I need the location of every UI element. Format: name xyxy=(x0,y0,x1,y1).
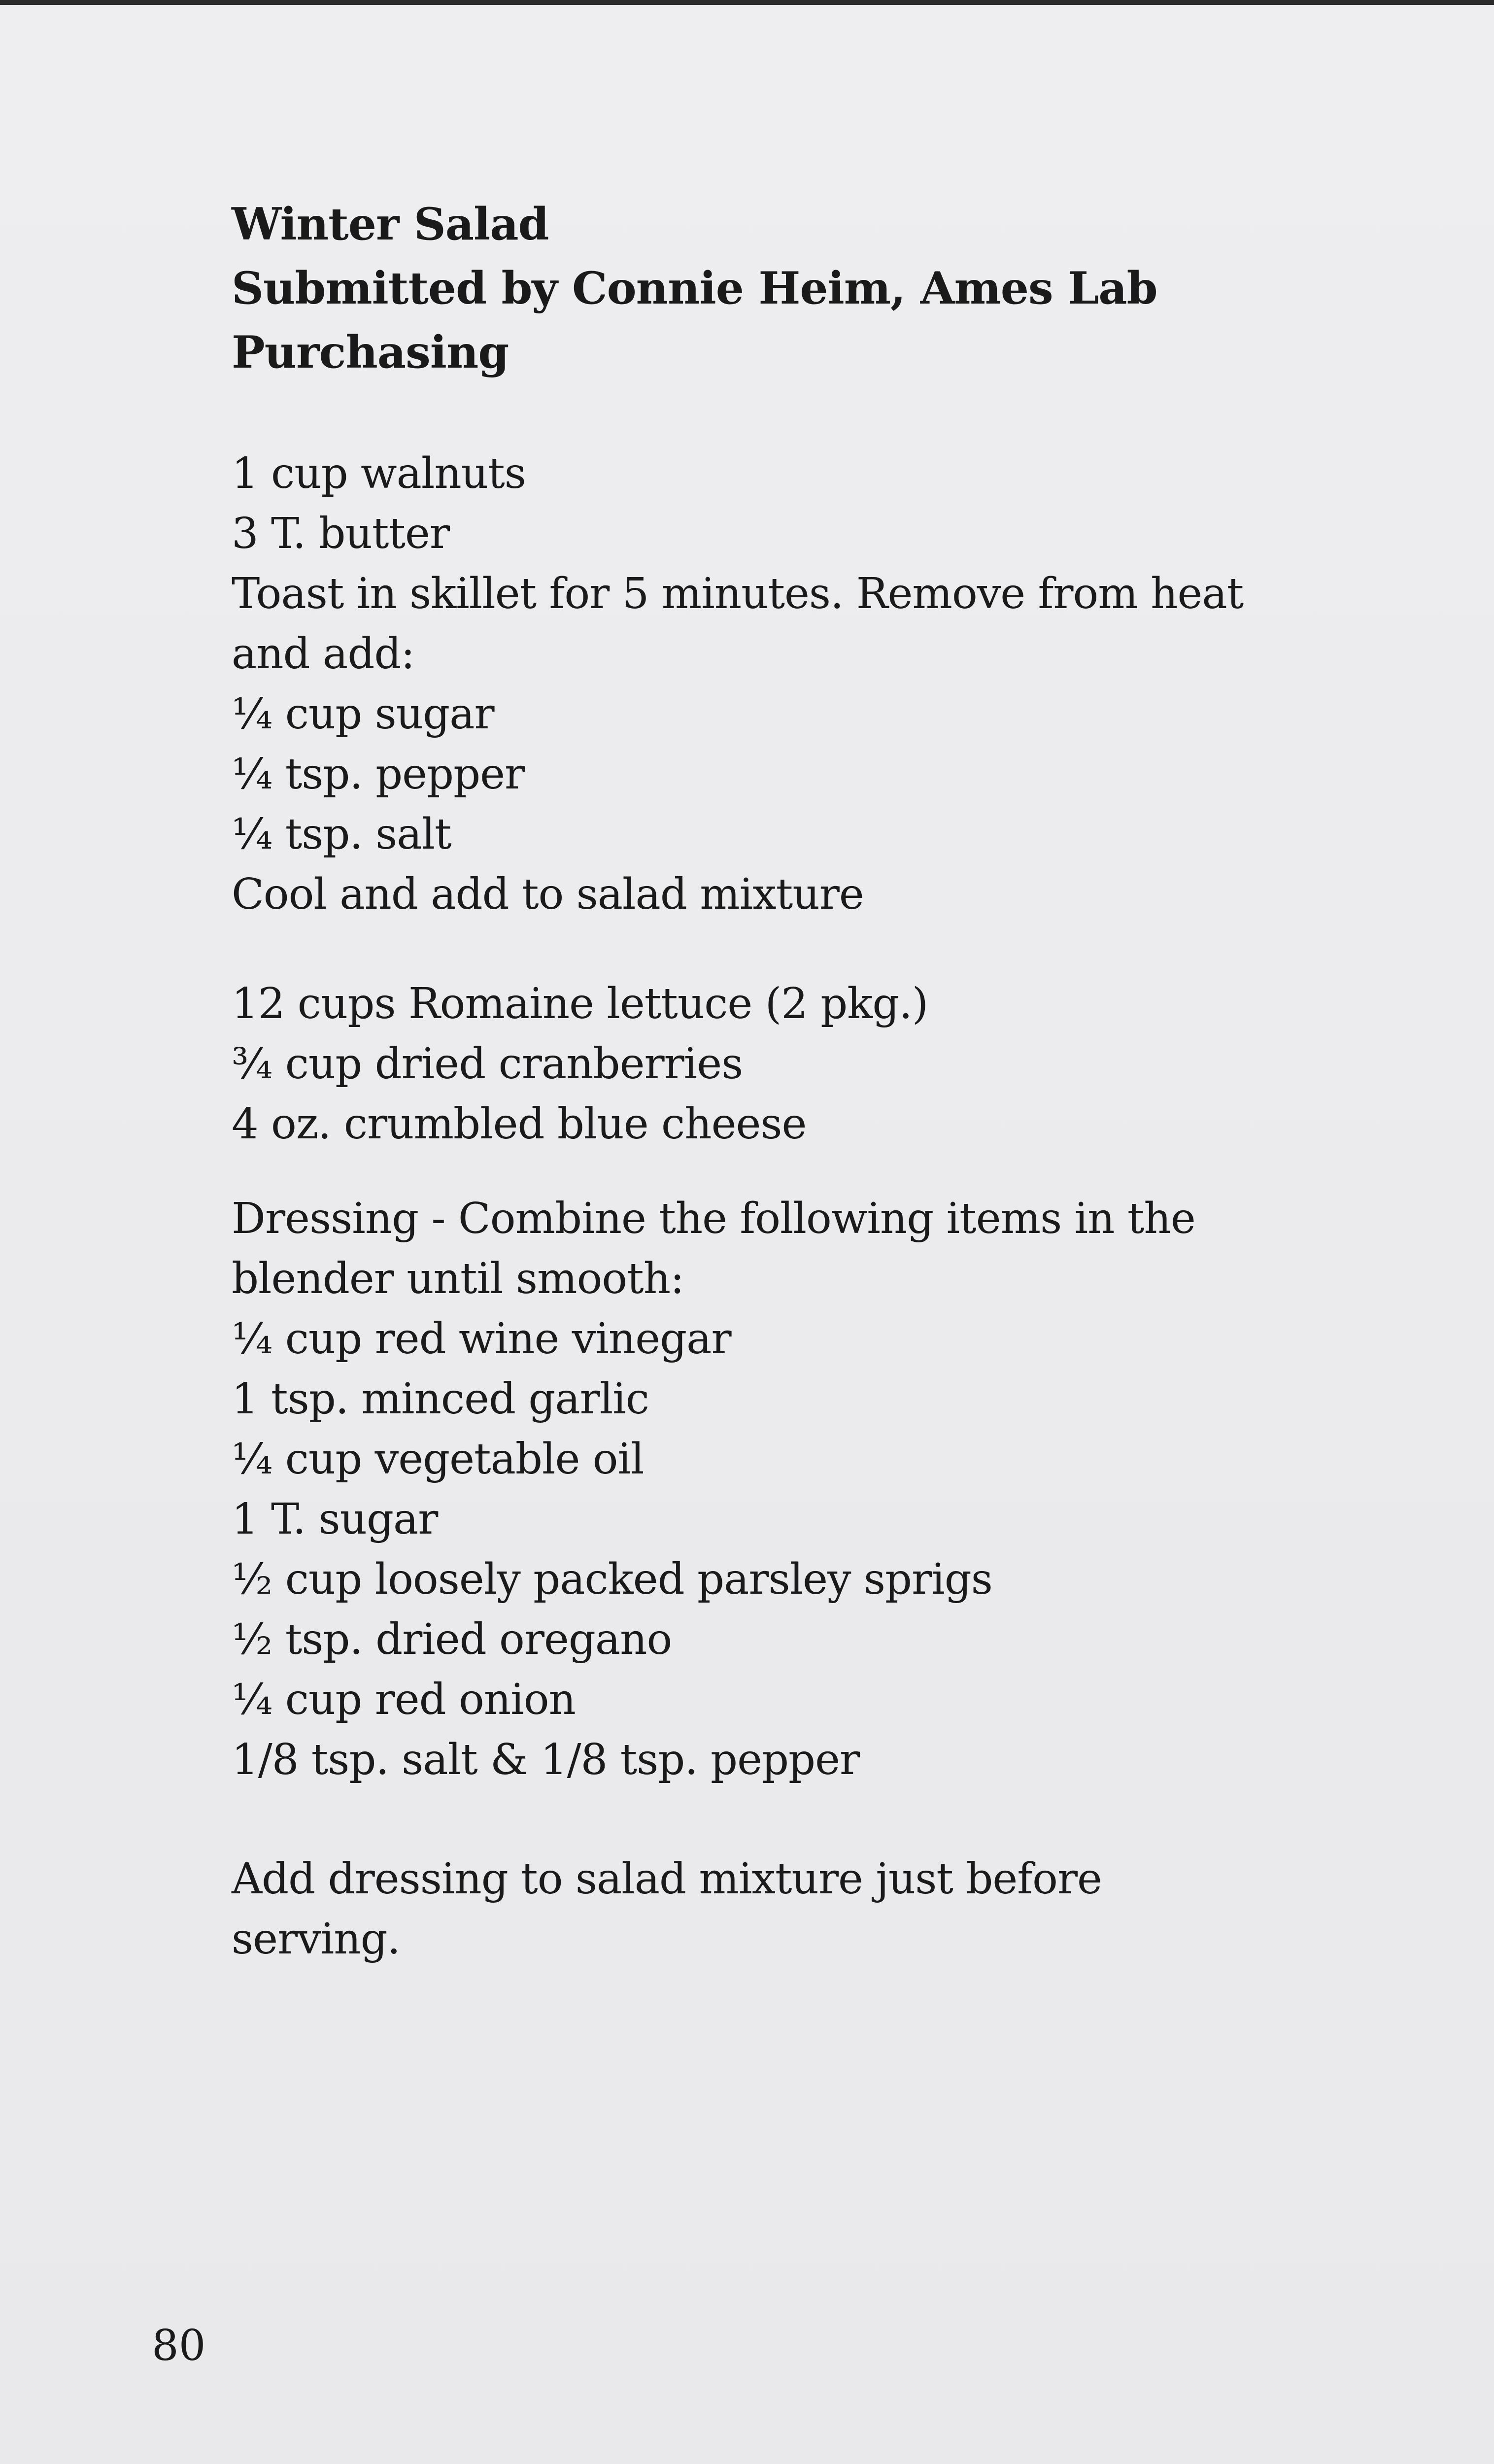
ingredient-line: 3 T. butter xyxy=(232,509,450,558)
dressing-ingredient: ¼ cup vegetable oil xyxy=(232,1435,644,1484)
dressing-instruction: Dressing - Combine the following items in the xyxy=(232,1194,1195,1243)
dressing-ingredient: 1 tsp. minced garlic xyxy=(232,1374,649,1424)
dressing-ingredient: ¼ cup red wine vinegar xyxy=(232,1314,731,1364)
recipe-submitter: Submitted by Connie Heim, Ames Lab xyxy=(232,262,1157,314)
recipe-department: Purchasing xyxy=(232,326,509,378)
closing-line: Add dressing to salad mixture just before xyxy=(232,1854,1102,1904)
recipe-title: Winter Salad xyxy=(232,198,549,250)
instruction-line: and add: xyxy=(232,629,415,679)
ingredient-line: 12 cups Romaine lettuce (2 pkg.) xyxy=(232,979,928,1028)
page-top-edge xyxy=(0,0,1494,5)
recipe-content xyxy=(232,192,1380,1969)
ingredients-section-2 xyxy=(232,974,1380,1154)
dressing-ingredient: ¼ cup red onion xyxy=(232,1675,576,1724)
instruction-line: Cool and add to salad mixture xyxy=(232,870,864,919)
page-number: 80 xyxy=(152,2321,206,2370)
ingredient-line: ¼ tsp. salt xyxy=(232,810,451,859)
instruction-line: Toast in skillet for 5 minutes. Remove from heat xyxy=(232,569,1244,618)
dressing-section xyxy=(232,1189,1380,1790)
dressing-ingredient: 1 T. sugar xyxy=(232,1495,438,1544)
dressing-instruction: blender until smooth: xyxy=(232,1254,684,1303)
ingredient-line: 4 oz. crumbled blue cheese xyxy=(232,1099,807,1149)
ingredient-line: ¼ cup sugar xyxy=(232,689,494,739)
dressing-ingredient: 1/8 tsp. salt & 1/8 tsp. pepper xyxy=(232,1735,860,1784)
closing-line: serving. xyxy=(232,1915,401,1964)
ingredient-line: ¾ cup dried cranberries xyxy=(232,1039,743,1089)
ingredients-section-1 xyxy=(232,444,1380,924)
closing-section xyxy=(232,1849,1380,1969)
ingredient-line: ¼ tsp. pepper xyxy=(232,750,525,799)
dressing-ingredient: ½ tsp. dried oregano xyxy=(232,1615,672,1664)
ingredient-line: 1 cup walnuts xyxy=(232,449,526,498)
recipe-header xyxy=(232,192,1380,384)
dressing-ingredient: ½ cup loosely packed parsley sprigs xyxy=(232,1555,992,1604)
